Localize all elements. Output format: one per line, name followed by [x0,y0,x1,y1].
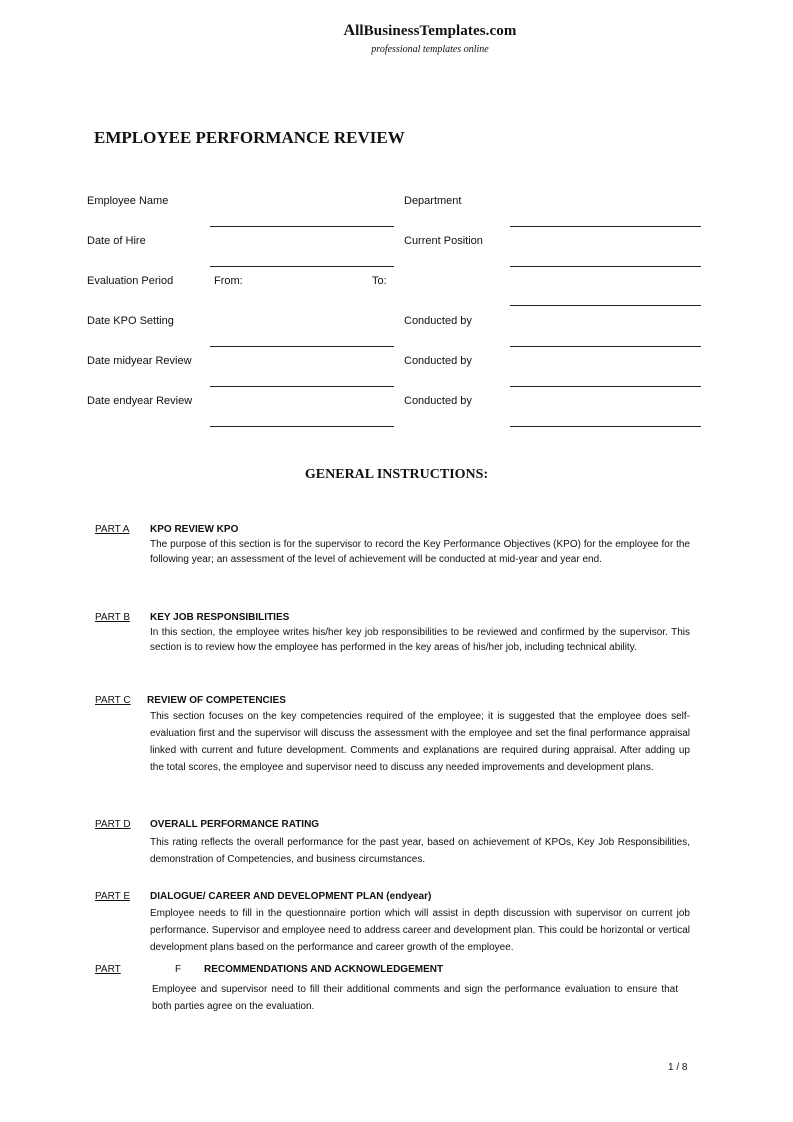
part-e-code: PART E [95,891,131,902]
date-midyear-review-field[interactable] [210,386,394,387]
brand-tagline: professional templates online [371,44,489,55]
part-f-code [95,964,181,975]
part-f-description: Employee and supervisor need to fill their additional comments and sign the performance evaluation to ensure that both parties agree on the evaluation. [152,984,678,1012]
part-a-description: The purpose of this section is for the supervisor to record the Key Performance Objectives (KPO) for the employee for the following year; an assessment of the level of achievement will be conducted at mid-year and year end. [150,539,690,565]
part-e-title: DIALOGUE/ CAREER AND DEVELOPMENT PLAN (endyear) [150,891,432,902]
department-field[interactable] [510,226,701,227]
date-midyear-review-label: Date midyear Review [87,355,192,367]
part-b-title: KEY JOB RESPONSIBILITIES [150,612,290,623]
kpo-conducted-by-label: Conducted by [404,315,472,327]
part-e-description: Employee needs to fill in the questionnaire portion which will assist in depth discussion with supervisor on current job performance. Supervisor and employee need to address career and development plan. This could be horizontal or vertical development plans based on the performance and career growth of the employee. [150,908,690,953]
current-position-field[interactable] [510,266,701,267]
midyear-conducted-by-field[interactable] [510,386,701,387]
brand-logo-text [0,22,793,40]
evaluation-period-label: Evaluation Period [87,275,174,287]
date-kpo-setting-label: Date KPO Setting [87,315,174,327]
part-f-title: RECOMMENDATIONS AND ACKNOWLEDGEMENT [204,964,444,975]
part-f-code-letter: F [175,964,182,975]
endyear-conducted-by-field[interactable] [510,426,701,427]
department-label: Department [404,195,462,207]
general-instructions-heading: GENERAL INSTRUCTIONS: [304,467,489,482]
date-kpo-setting-field[interactable] [210,346,394,347]
date-of-hire-label: Date of Hire [87,235,146,247]
part-d-description: This rating reflects the overall performance for the past year, based on achievement of KPOs, Key Job Responsibilities, demonstration of Competencies, and business circumstances. [150,837,690,865]
current-position-label: Current Position [404,235,483,247]
part-a-title: KPO REVIEW KPO [150,524,239,535]
brand-name: llBusinessTemplates.com [355,23,517,39]
part-d-title: OVERALL PERFORMANCE RATING [150,819,320,830]
part-c-description: This section focuses on the key competencies required of the employee; it is suggested that the employee does self-evaluation first and the supervisor will discuss the assessment with the employee and set the final performance appraisal linked with current and future development. Comments and explanations are required during appraisal. After adding up the total scores, the employee and supervisor need to discuss any needed improvements and development plans. [150,711,690,773]
date-of-hire-field[interactable] [210,266,394,267]
employee-name-field[interactable] [210,226,394,227]
part-a-code: PART A [95,524,130,535]
employee-name-label: Employee Name [87,195,169,207]
evaluation-period-field[interactable] [510,305,701,306]
to-label: To: [372,275,387,287]
page-number: 1 / 8 [668,1062,688,1073]
document-title: EMPLOYEE PERFORMANCE REVIEW [94,128,405,147]
part-b-code: PART B [95,612,131,623]
brand-initial: A [343,22,356,39]
endyear-conducted-by-label: Conducted by [404,395,472,407]
date-endyear-review-label: Date endyear Review [87,395,193,407]
part-c-code: PART C [95,695,131,706]
part-d-code: PART D [95,819,131,830]
kpo-conducted-by-field[interactable] [510,346,701,347]
date-endyear-review-field[interactable] [210,426,394,427]
part-f-code-word: PART [95,964,121,975]
from-label: From: [214,275,243,287]
part-b-description: In this section, the employee writes his/her key job responsibilities to be reviewed and confirmed by the supervisor. This section is to review how the employee has performed in the key areas of his/her job, including technical ability. [150,627,690,653]
midyear-conducted-by-label: Conducted by [404,355,472,367]
part-c-title: REVIEW OF COMPETENCIES [147,695,286,706]
